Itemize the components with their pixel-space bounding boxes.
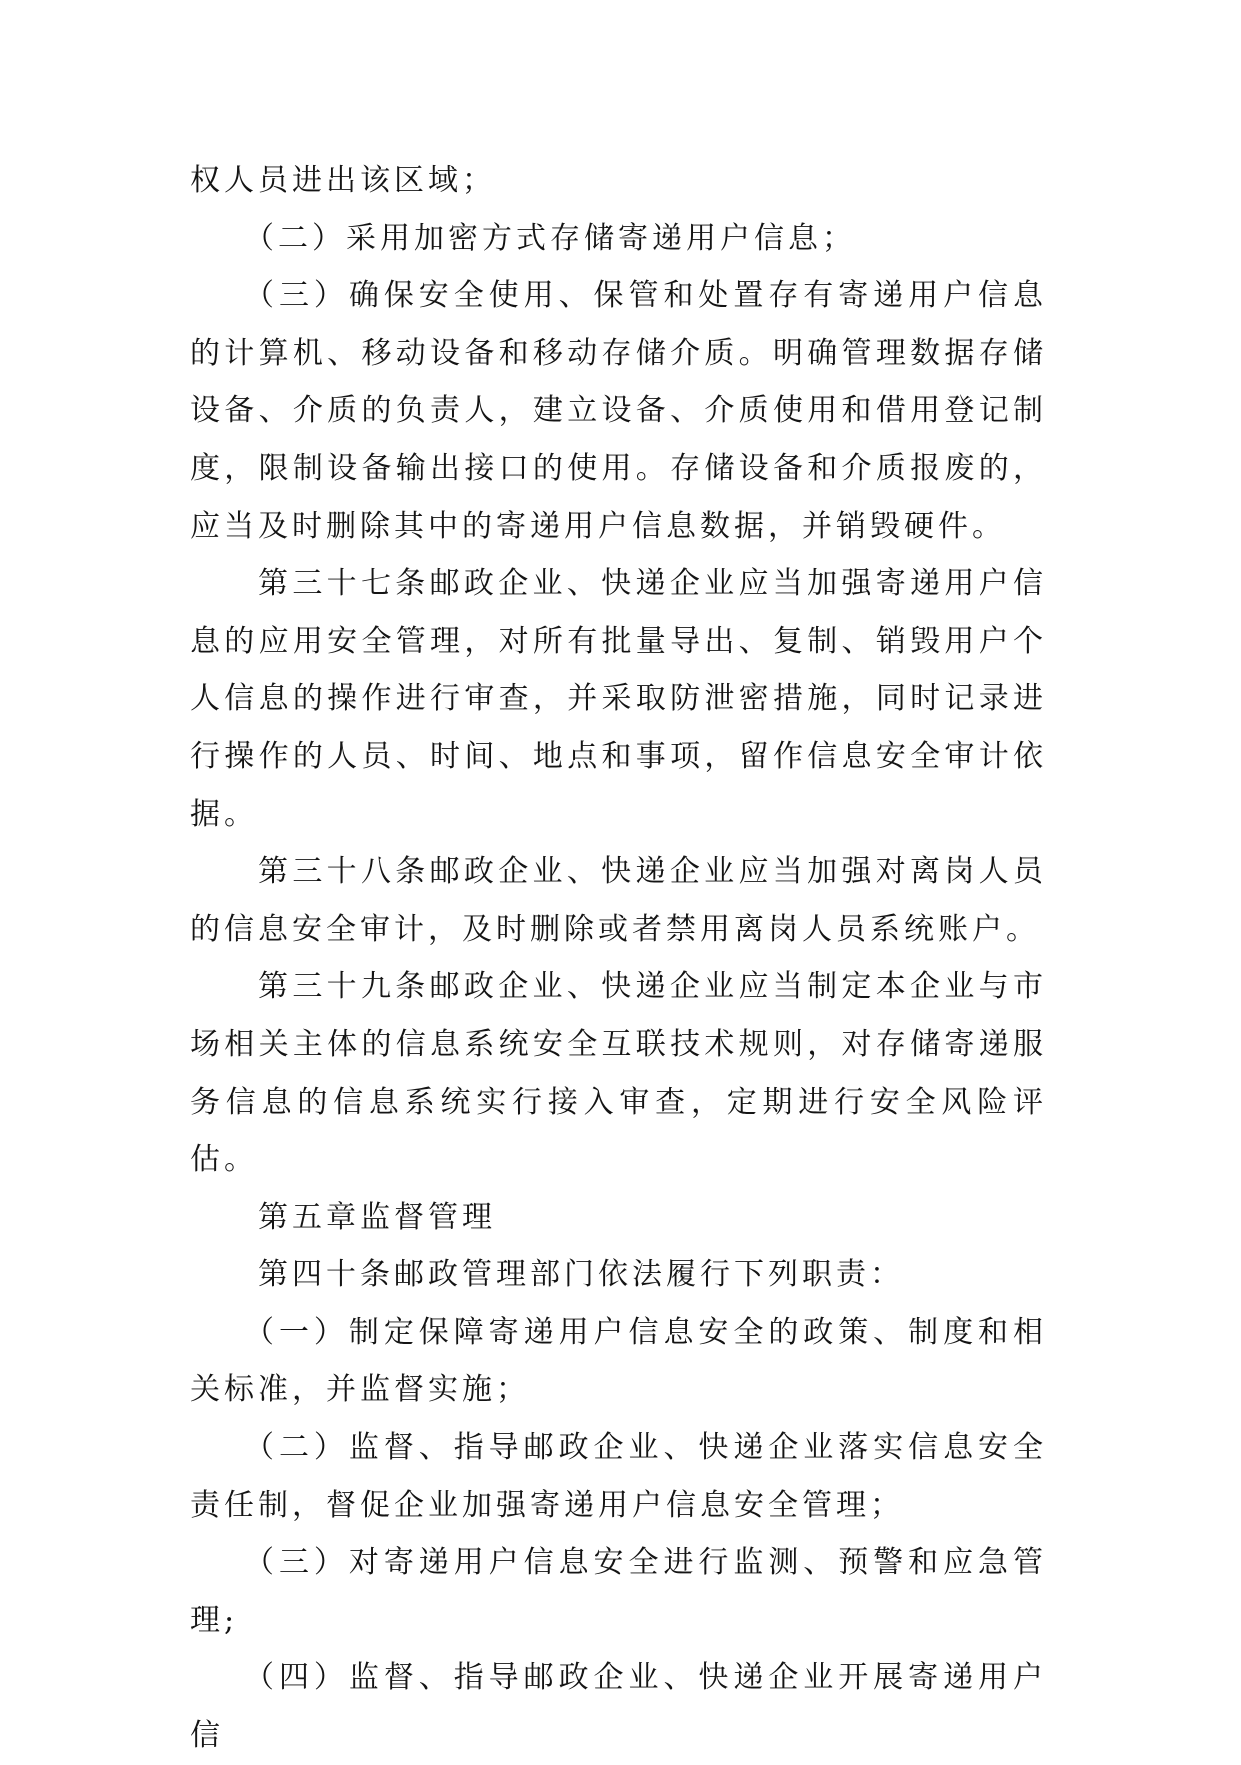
article-40-item-4: （四）监督、指导邮政企业、快递企业开展寄递用户信 bbox=[190, 1660, 1047, 1754]
article-40-item-2: （二）监督、指导邮政企业、快递企业落实信息安全责任制，督促企业加强寄递用户信息安全管理； bbox=[190, 1430, 1047, 1523]
article-40-item-1: （一）制定保障寄递用户信息安全的政策、制度和相关标准，并监督实施； bbox=[190, 1314, 1047, 1408]
article-40-item-3: （三）对寄递用户信息安全进行监测、预警和应急管理; bbox=[190, 1545, 1047, 1638]
article-37: 第三十七条邮政企业、快递企业应当加强寄递用户信息的应用安全管理，对所有批量导出、复制、销毁用户个人信息的操作进行审查，并采取防泄密措施，同时记录进行操作的人员、时间、地点和事项，留作信息安全审计依据。 bbox=[190, 566, 1047, 832]
paragraph-continuation: 权人员进出该区域； bbox=[190, 163, 496, 198]
article-39: 第三十九条邮政企业、快递企业应当制定本企业与市场相关主体的信息系统安全互联技术规则，对存储寄递服务信息的信息系统实行接入审查，定期进行安全风险评估。 bbox=[190, 969, 1047, 1178]
article-40: 第四十条邮政管理部门依法履行下列职责： bbox=[258, 1257, 904, 1293]
article-38: 第三十八条邮政企业、快递企业应当加强对离岗人员的信息安全审计，及时删除或者禁用离岗人员系统账户。 bbox=[190, 854, 1047, 947]
paragraph-item-2: （二）采用加密方式存储寄递用户信息； bbox=[244, 220, 856, 256]
paragraph-item-3: （三）确保安全使用、保管和处置存有寄递用户信息的计算机、移动设备和移动存储介质。明确管理数据存储设备、介质的负责人，建立设备、介质使用和借用登记制度，限制设备输出接口的使用。存储设备和介质报废的，应当及时删除其中的寄递用户信息数据，并销毁硬件。 bbox=[190, 278, 1047, 544]
chapter-5-heading: 第五章监督管理 bbox=[258, 1199, 496, 1235]
document-body bbox=[190, 152, 1047, 1765]
